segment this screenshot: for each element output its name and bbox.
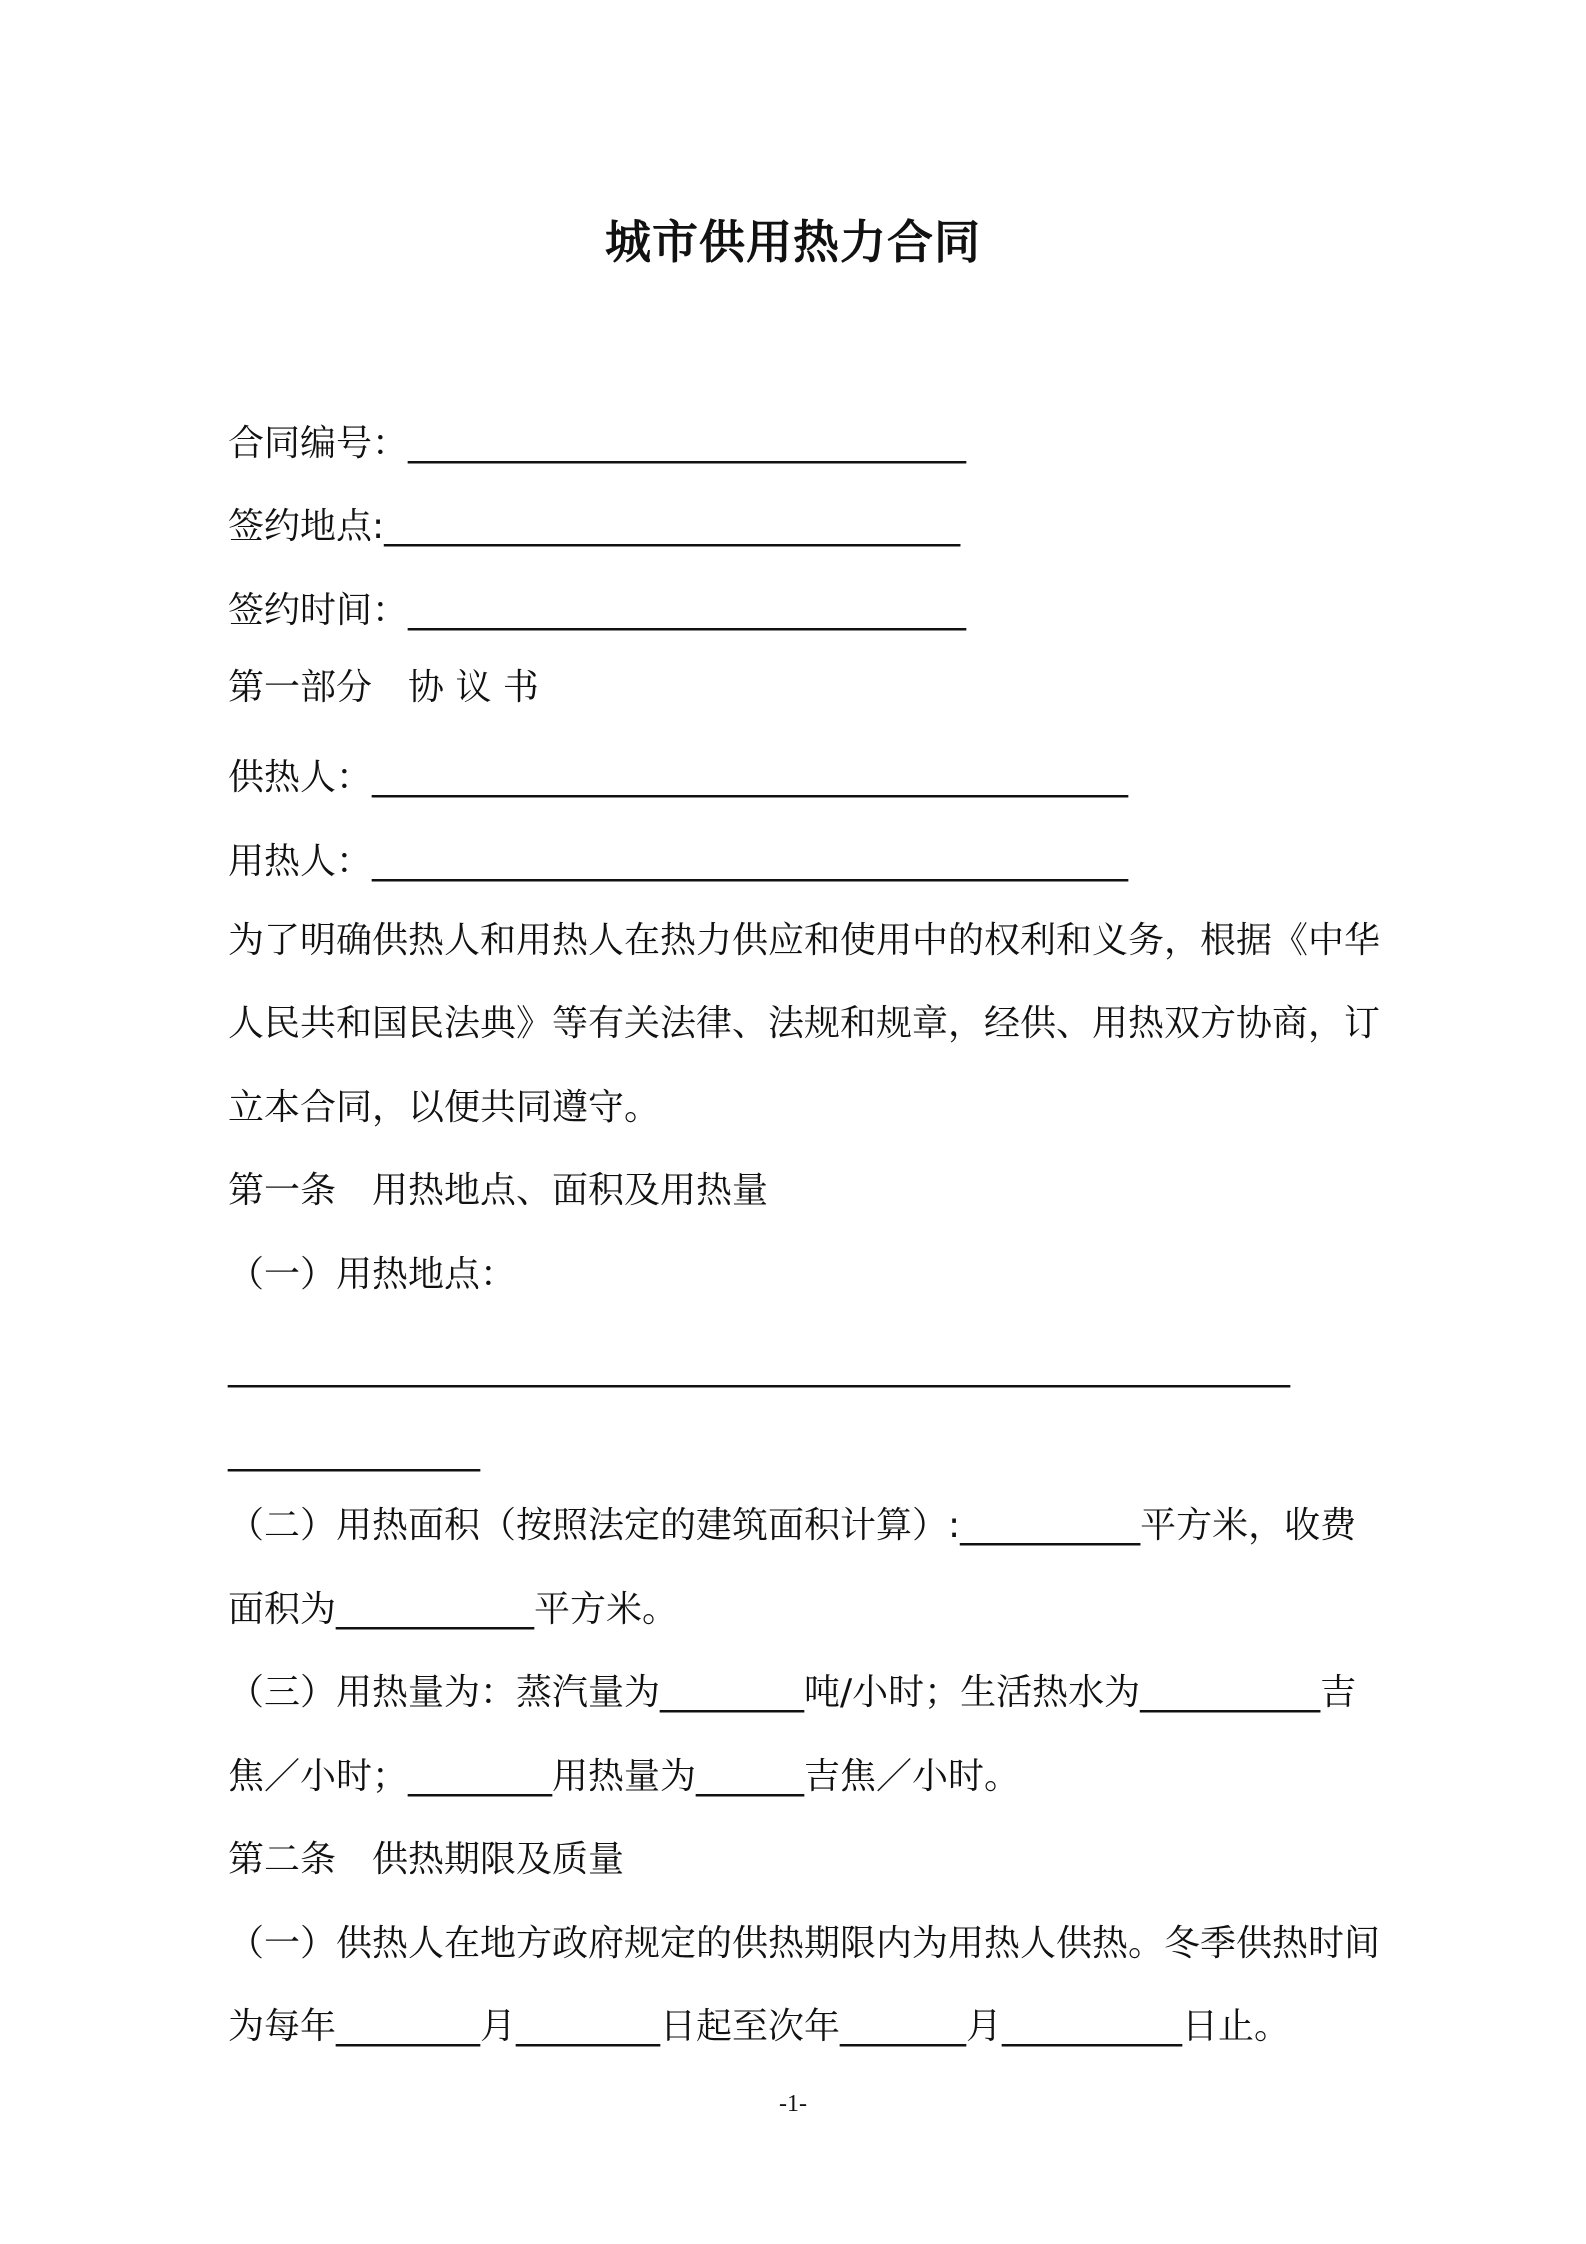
article-1-item-2-line-1: （二）用热面积（按照法定的建筑面积计算）:__________平方米，收费 bbox=[228, 1505, 1357, 1546]
article-2-number: 第二条 bbox=[228, 1839, 337, 1880]
article-1-item-2-line-2: 面积为___________平方米。 bbox=[228, 1589, 679, 1630]
part-one-label: 第一部分 bbox=[228, 667, 373, 708]
article-1-item-1: （一）用热地点： bbox=[228, 1254, 517, 1295]
article-1-number: 第一条 bbox=[228, 1170, 337, 1211]
article-2-title: 供热期限及质量 bbox=[372, 1839, 625, 1880]
intro-line-3: 立本合同，以便共同遵守。 bbox=[228, 1087, 661, 1128]
article-1-item-3-line-1: （三）用热量为：蒸汽量为________吨/小时；生活热水为__________吉 bbox=[228, 1672, 1357, 1713]
contract-number-line: 合同编号：_______________________________ bbox=[228, 423, 967, 464]
page-number: -1- bbox=[779, 2091, 807, 2117]
intro-line-2: 人民共和国民法典》等有关法律、法规和规章，经供、用热双方协商，订 bbox=[228, 1003, 1381, 1044]
sign-time-line: 签约时间：_______________________________ bbox=[228, 590, 967, 631]
article-1-item-1-blank-1: ___________________________________________________________ bbox=[228, 1347, 1290, 1388]
article-1-item-1-blank-2: ______________ bbox=[228, 1431, 480, 1472]
article-2-heading bbox=[228, 1836, 1468, 1884]
article-1-title: 用热地点、面积及用热量 bbox=[372, 1170, 769, 1211]
intro-line-1: 为了明确供热人和用热人在热力供应和使用中的权利和义务，根据《中华 bbox=[228, 920, 1381, 961]
sign-place-line: 签约地点:________________________________ bbox=[228, 506, 961, 547]
part-one-name: 协 议 书 bbox=[408, 667, 539, 708]
part-one-heading bbox=[228, 664, 1468, 712]
article-1-item-3-line-2: 焦／小时；________用热量为______吉焦／小时。 bbox=[228, 1756, 1021, 1797]
article-2-item-1-line-1: （一）供热人在地方政府规定的供热期限内为用热人供热。冬季供热时间 bbox=[228, 1923, 1381, 1964]
article-1-heading bbox=[228, 1167, 1468, 1215]
user-line: 用热人：__________________________________________ bbox=[228, 841, 1129, 882]
document-title: 城市供用热力合同 bbox=[605, 215, 981, 269]
article-2-item-1-line-2: 为每年________月________日起至次年_______月__________日止。 bbox=[228, 2006, 1291, 2047]
supplier-line: 供热人：__________________________________________ bbox=[228, 757, 1129, 798]
